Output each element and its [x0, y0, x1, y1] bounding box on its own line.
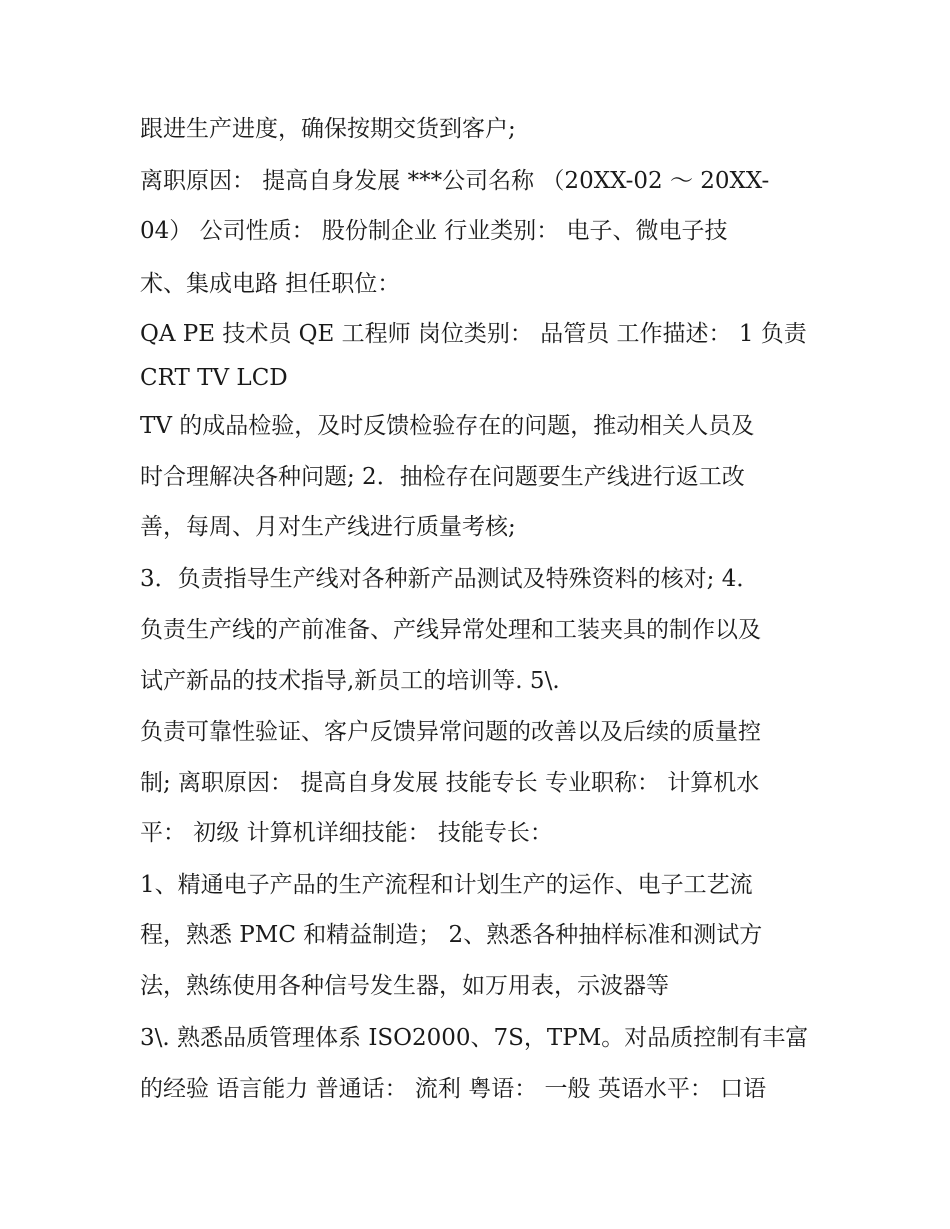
text-line: 04） 公司性质： 股份制企业 行业类别： 电子、微电子技: [140, 218, 728, 244]
text-line: 术、集成电路 担任职位：: [140, 271, 401, 297]
text-line: 程，熟悉 PMC 和精益制造； 2、熟悉各种抽样标准和测试方: [140, 922, 763, 948]
text-line: 3\. 熟悉品质管理体系 ISO2000、7S，TPM。对品质控制有丰富: [140, 1025, 809, 1051]
text-line: 3．负责指导生产线对各种新产品测试及特殊资料的核对; 4．: [140, 566, 760, 592]
text-line: 1、精通电子产品的生产流程和计划生产的运作、电子工艺流: [140, 872, 753, 898]
text-line: 的经验 语言能力 普通话： 流利 粤语： 一般 英语水平： 口语: [140, 1076, 767, 1102]
text-line: 跟进生产进度，确保按期交货到客户;: [140, 116, 516, 142]
text-line: 试产新品的技术指导,新员工的培训等. 5\.: [140, 668, 560, 694]
text-line: TV 的成品检验，及时反馈检验存在的问题，推动相关人员及: [140, 413, 755, 439]
text-line: 负责可靠性验证、客户反馈异常问题的改善以及后续的质量控: [140, 719, 761, 745]
text-line: 时合理解决各种问题; 2．抽检存在问题要生产线进行返工改: [140, 464, 745, 490]
text-line: 法，熟练使用各种信号发生器，如万用表，示波器等: [140, 973, 669, 999]
text-line: 离职原因： 提高自身发展 ***公司名称 （20XX-02 ～ 20XX-: [140, 168, 770, 194]
text-line: 平： 初级 计算机详细技能： 技能专长：: [140, 820, 553, 846]
text-line: QA PE 技术员 QE 工程师 岗位类别： 品管员 工作描述： 1 负责: [140, 321, 807, 347]
text-line: CRT TV LCD: [140, 365, 288, 391]
text-line: 制; 离职原因： 提高自身发展 技能专长 专业职称： 计算机水: [140, 770, 760, 796]
text-line: 负责生产线的产前准备、产线异常处理和工装夹具的制作以及: [140, 617, 761, 643]
text-line: 善，每周、月对生产线进行质量考核;: [140, 514, 516, 540]
